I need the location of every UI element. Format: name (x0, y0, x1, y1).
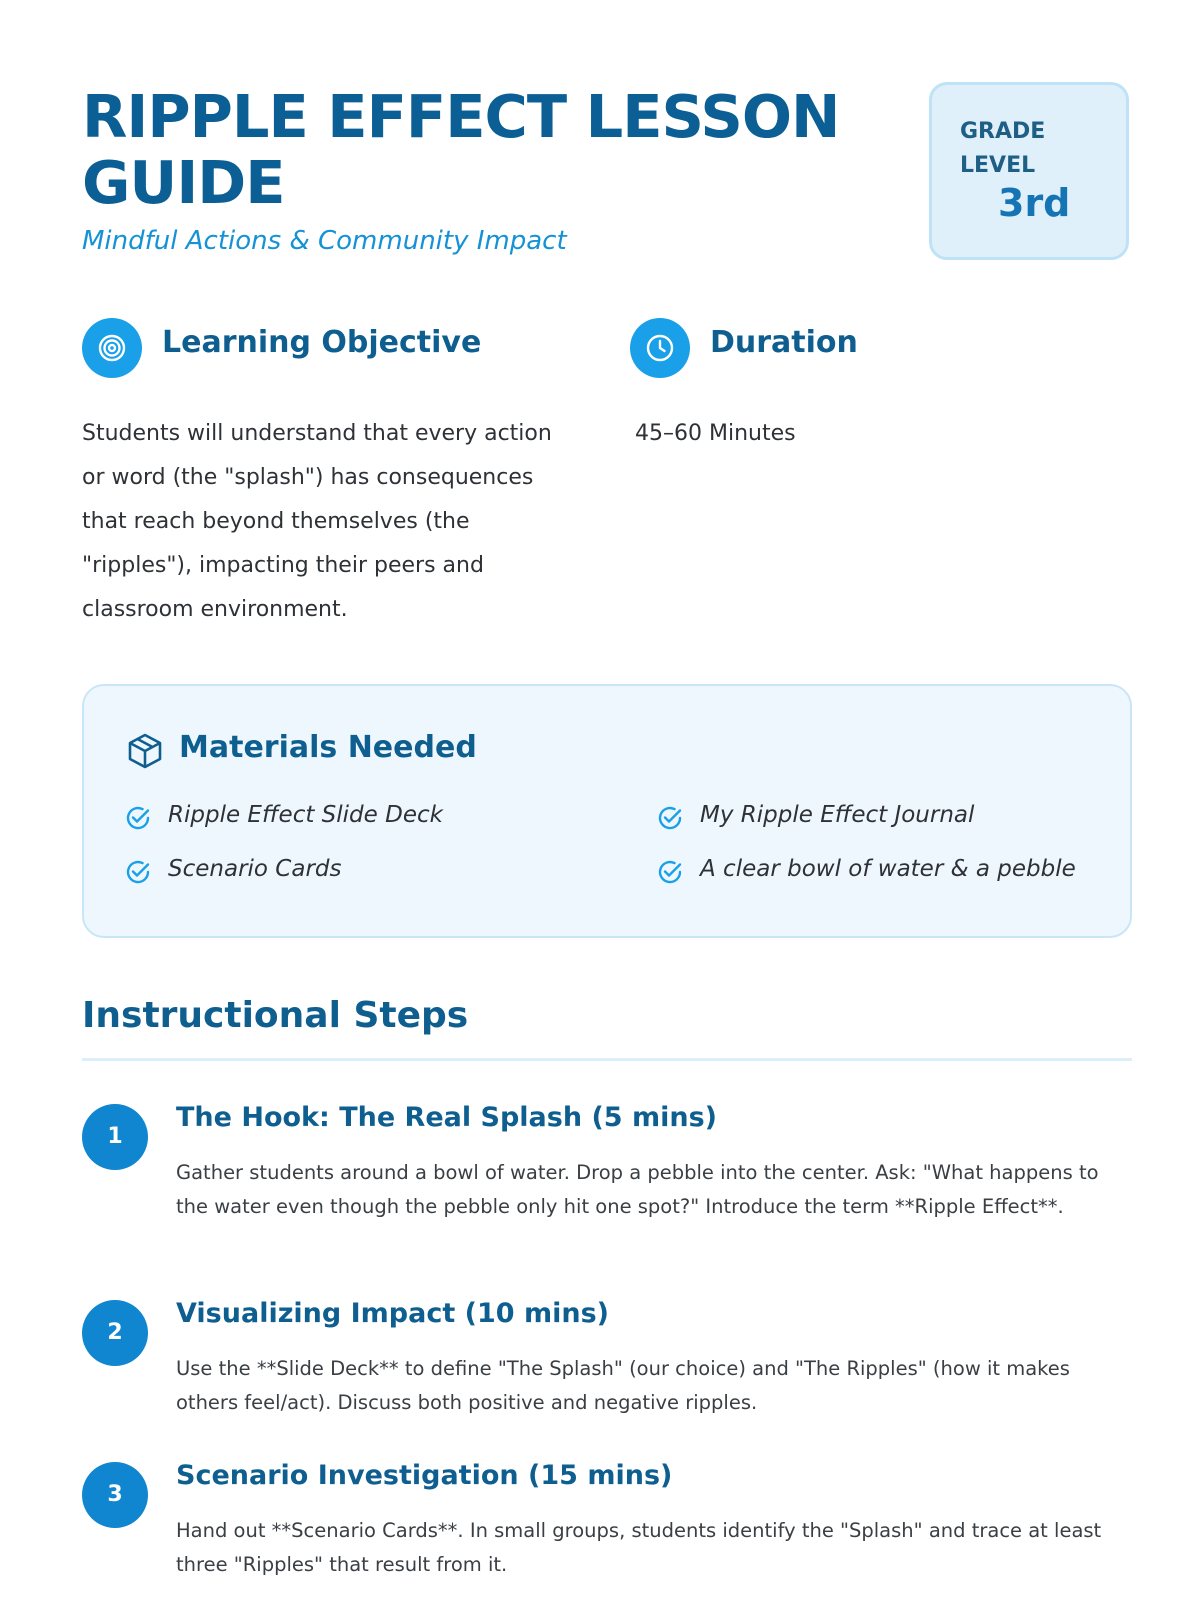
target-icon (82, 318, 142, 378)
step-title: The Hook: The Real Splash (5 mins) (176, 1102, 718, 1133)
page-subtitle: Mindful Actions & Community Impact (82, 226, 567, 256)
material-item (700, 802, 974, 828)
page-title: RIPPLE EFFECT LESSON GUIDE (82, 82, 840, 217)
duration-text: 45–60 Minutes (635, 421, 796, 446)
material-item (168, 856, 342, 882)
check-circle-icon (656, 804, 684, 832)
grade-level-badge (929, 82, 1129, 260)
material-item-label: My Ripple Effect Journal (700, 802, 975, 828)
materials-heading: Materials Needed (179, 730, 477, 765)
step-description: Use the **Slide Deck** to define "The Splash" (our choice) and "The Ripples" (how it makes others feel/act). Discuss both positive and negative ripples. (176, 1357, 1070, 1414)
material-item-label: Ripple Effect Slide Deck (168, 802, 443, 828)
grade-level-value: 3rd (998, 181, 1071, 225)
step-description: Gather students around a bowl of water. Drop a pebble into the center. Ask: "What happens to the water even though the pebble only hit one spot?" Introduce the term **Ripple Effect**. (176, 1161, 1099, 1218)
step-description: Hand out **Scenario Cards**. In small groups, students identify the "Splash" and trace at least three "Ripples" that result from it. (176, 1519, 1102, 1576)
box-icon (126, 732, 164, 770)
step-number-badge: 2 (82, 1300, 148, 1366)
check-circle-icon (124, 804, 152, 832)
materials-panel (82, 684, 1132, 938)
check-circle-icon (656, 858, 684, 886)
duration-heading: Duration (710, 325, 858, 360)
clock-icon (630, 318, 690, 378)
material-item-label: Scenario Cards (168, 856, 342, 882)
step-title: Visualizing Impact (10 mins) (176, 1298, 609, 1329)
grade-level-label: GRADE LEVEL (960, 119, 1046, 178)
step-number-badge: 1 (82, 1104, 148, 1170)
material-item-label: A clear bowl of water & a pebble (700, 856, 1076, 882)
step-title: Scenario Investigation (15 mins) (176, 1460, 673, 1491)
check-circle-icon (124, 858, 152, 886)
section-divider (82, 1058, 1132, 1061)
steps-heading: Instructional Steps (82, 995, 469, 1036)
objective-heading: Learning Objective (162, 325, 482, 360)
material-item (700, 856, 1076, 882)
step-number-badge: 3 (82, 1462, 148, 1528)
objective-text: Students will understand that every action or word (the "splash") has consequences that reach beyond themselves (the "ripples"), impacting their peers and classroom environment. (82, 421, 552, 622)
material-item (168, 802, 443, 828)
